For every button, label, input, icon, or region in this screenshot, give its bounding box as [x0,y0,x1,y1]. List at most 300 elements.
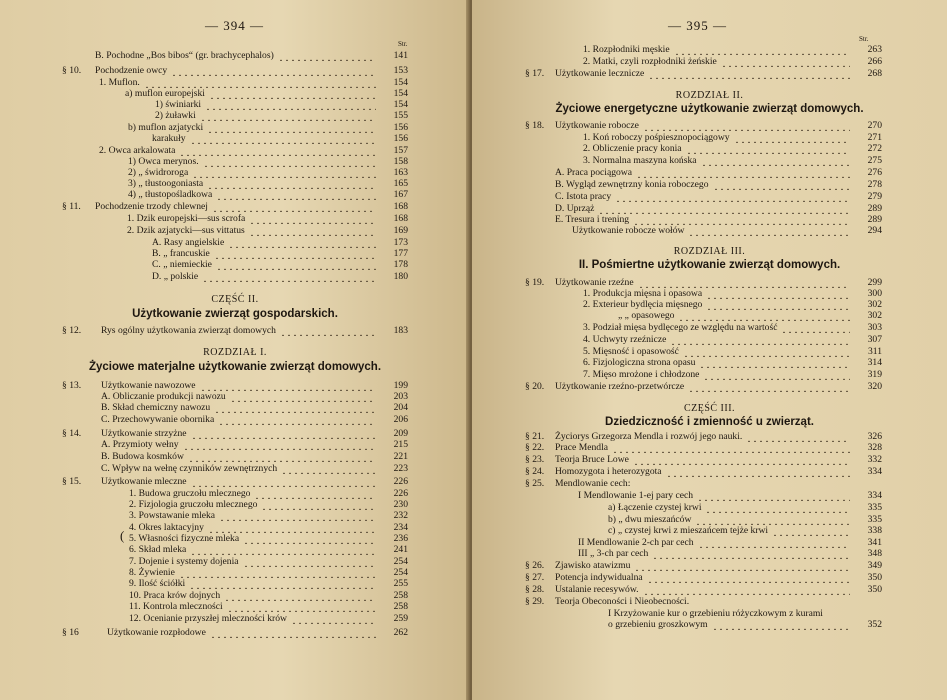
part-title: Użytkowanie zwierząt gospodarskich. [132,308,338,320]
toc-entry [0,613,470,624]
toc-page-number: 352 [867,619,882,630]
toc-entry [472,608,942,619]
toc-page-number: 335 [867,514,882,525]
toc-entry [472,179,942,190]
toc-page-number: 209 [393,428,408,439]
toc-dot-leader [190,544,376,555]
toc-entry-title: 2. Obliczenie pracy konia [583,143,682,154]
toc-section-number: § 21. [525,431,545,442]
toc-entry-title: 3. Podział mięsa bydlęcego ze względu na wartość [583,322,778,333]
toc-entry-title: Pochodzenie owcy [95,65,168,76]
toc-page-number: 338 [867,525,882,536]
toc-entry [0,414,470,425]
chapter-title: Życiowe materjalne użytkowanie zwierząt domowych. [88,361,382,373]
toc-page-number: 178 [393,259,408,270]
toc-entry-title: Użytkowanie rzeźno-przetwórcze [555,381,685,392]
toc-entry [472,478,942,489]
toc-entry-title: Homozygota i heterozygota [555,466,662,477]
toc-entry-title: 11. Kontrola mleczności [129,601,223,612]
toc-page-number: 300 [867,288,882,299]
toc-entry [472,560,942,571]
toc-dot-leader [249,213,376,224]
toc-dot-leader [281,463,376,474]
toc-section-number: § 17. [525,68,545,79]
toc-dot-leader [208,522,376,533]
toc-entry-title: C. Wpływ na wełnę czynników zewnętrznych [101,463,278,474]
toc-page-number: 153 [393,65,408,76]
toc-entry [472,431,942,442]
toc-page-number: 258 [393,590,408,601]
toc-section-number: § 23. [525,454,545,465]
toc-entry [0,99,470,110]
toc-page-number: 254 [393,556,408,567]
toc-entry [472,120,942,131]
toc-page-number: 230 [393,499,408,510]
toc-entry [0,189,470,200]
toc-entry-title: C. „ niemieckie [152,259,212,270]
toc-entry-title: 7. Dojenie i systemy dojenia [129,556,239,567]
toc-page-number: 270 [867,120,882,131]
toc-entry-title: Ustalanie recesywów. [555,584,639,595]
toc-page-number: 271 [867,132,882,143]
toc-page-number: 180 [393,271,408,282]
toc-page-number: 314 [867,357,882,368]
toc-entry [0,567,470,578]
toc-entry-title: Użytkowanie robocze [555,120,639,131]
toc-page-number: 156 [393,133,408,144]
toc-entry-title: Prace Mendla [555,442,609,453]
toc-page-number: 263 [867,44,882,55]
toc-entry [0,325,470,336]
chapter-label: ROZDZIAŁ II. [675,90,744,101]
toc-entry [472,357,942,368]
toc-page-number: 203 [393,391,408,402]
toc-entry-title: B. Wygląd zewnętrzny konia roboczego [555,179,709,190]
toc-entry-title: „ „ opasowego [618,310,675,321]
toc-entry [0,145,470,156]
toc-entry-title: 2. Owca arkalowata [99,145,176,156]
toc-dot-leader [705,502,850,513]
toc-page-number: 255 [393,578,408,589]
toc-entry [472,322,942,333]
toc-section-number: § 29. [525,596,545,607]
toc-dot-leader [706,288,850,299]
toc-entry-title: Teorja Obeconości i Nieobecności. [555,596,690,607]
toc-entry [0,510,470,521]
toc-dot-leader [191,428,376,439]
toc-section-number: § 11. [62,201,81,212]
toc-entry-title: C. Przechowywanie obornika [101,414,215,425]
toc-entry-title: II Mendlowanie 2-ch par cech [578,537,694,548]
toc-dot-leader [230,391,376,402]
toc-page-number: 254 [393,567,408,578]
toc-page-number: 266 [867,56,882,67]
toc-entry-title: 2. Fizjologia gruczołu mlecznego [129,499,258,510]
toc-entry-title: a) Łączenie czystej krwi [608,502,702,513]
toc-page-number: 154 [393,99,408,110]
toc-entry-title: 5. Własności fizyczne mleka [129,533,240,544]
toc-dot-leader [243,533,376,544]
toc-page-number: 241 [393,544,408,555]
toc-dot-leader [200,380,376,391]
toc-entry-title: 1. Budowa gruczołu mlecznego [129,488,251,499]
toc-entry [0,590,470,601]
toc-entry-title: 3) „ tłustoogoniasta [128,178,204,189]
toc-dot-leader [189,578,376,589]
toc-entry [0,271,470,282]
toc-page-number: 335 [867,502,882,513]
toc-page-number: 156 [393,122,408,133]
toc-entry-title: 5. Mięsność i opasowość [583,346,679,357]
toc-entry [472,466,942,477]
toc-dot-leader [701,155,850,166]
toc-dot-leader [216,259,376,270]
toc-page-number: 215 [393,439,408,450]
toc-page-number: 168 [393,213,408,224]
toc-page-number: 350 [867,584,882,595]
toc-entry-title: 3. Normalna maszyna końska [583,155,697,166]
toc-dot-leader [734,132,850,143]
toc-entry [472,155,942,166]
toc-entry [0,201,470,212]
toc-entry-title: 4. Uchwyty rzeźnicze [583,334,667,345]
toc-page-number: 262 [393,627,408,638]
toc-entry [0,601,470,612]
toc-entry [0,476,470,487]
toc-entry-title: 1. Rozpłodniki męskie [583,44,670,55]
toc-entry-title: Użytkowanie robocze wołów [572,225,685,236]
toc-dot-leader [224,590,376,601]
toc-entry [472,584,942,595]
toc-page-number: 226 [393,488,408,499]
toc-dot-leader [636,167,850,178]
toc-dot-leader [207,122,376,133]
toc-entry [472,288,942,299]
toc-entry-title: Potencja indywidualna [555,572,643,583]
toc-dot-leader [214,248,376,259]
toc-entry [0,133,470,144]
toc-section-number: § 18. [525,120,545,131]
toc-entry [0,50,470,61]
toc-entry [0,402,470,413]
toc-page-number: 294 [867,225,882,236]
toc-entry [472,143,942,154]
page-column-label: Str. [859,35,869,43]
toc-dot-leader [200,110,376,121]
toc-entry [472,68,942,79]
toc-entry-title: Mendlowanie cech: [555,478,631,489]
toc-entry [0,88,470,99]
toc-entry [472,548,942,559]
toc-page-number: 141 [393,50,408,61]
toc-entry-title: 1. Muflon. [99,77,140,88]
toc-dot-leader [643,120,850,131]
toc-page-number: 299 [867,277,882,288]
toc-entry [0,167,470,178]
toc-dot-leader [666,466,850,477]
toc-entry [472,514,942,525]
toc-entry-title: a) muflon europejski [125,88,205,99]
toc-page-number: 289 [867,214,882,225]
toc-entry [0,499,470,510]
toc-entry [0,213,470,224]
toc-entry [472,596,942,607]
toc-dot-leader [703,369,850,380]
toc-dot-leader [712,619,850,630]
toc-entry-title: Użytkowanie rzeźne [555,277,634,288]
toc-entry-title: 12. Ocenianie przyszłej mleczności krów [129,613,287,624]
toc-dot-leader [688,381,850,392]
page-column-label: Str. [398,40,408,48]
toc-entry [472,56,942,67]
toc-entry [0,65,470,76]
toc-dot-leader [254,488,376,499]
toc-page-number: 328 [867,442,882,453]
toc-entry-title: 10. Praca krów dojnych [129,590,221,601]
toc-dot-leader [634,560,850,571]
toc-section-number: § 16 [62,627,79,638]
toc-dot-leader [683,346,850,357]
toc-entry-title: A. Praca pociągowa [555,167,632,178]
toc-page-number: 157 [393,145,408,156]
toc-entry [472,132,942,143]
toc-entry-title: 6. Fizjologiczna strona opasu [583,357,696,368]
toc-entry [472,490,942,501]
toc-dot-leader [647,572,850,583]
toc-entry [0,237,470,248]
chapter-label: ROZDZIAŁ III. [673,246,746,257]
toc-page-number: 349 [867,560,882,571]
toc-dot-leader [188,451,376,462]
toc-entry-title: A. Przymioty wełny [101,439,179,450]
toc-dot-leader [615,191,850,202]
toc-entry-title: 2) żuławki [155,110,196,121]
toc-entry [472,619,942,630]
chapter-title: II. Pośmiertne użytkowanie zwierząt domowych. [578,259,841,271]
toc-page-number: 232 [393,510,408,521]
toc-dot-leader [633,454,850,465]
part-label: CZĘŚĆ III. [683,403,736,414]
toc-entry [472,44,942,55]
toc-page-number: 234 [393,522,408,533]
toc-dot-leader [713,179,850,190]
toc-entry-title: Zjawisko atawizmu [555,560,631,571]
toc-page-number: 154 [393,88,408,99]
toc-entry-title: D. „ polskie [152,271,199,282]
toc-entry-title: A. Rasy angielskie [152,237,225,248]
toc-page-number: 320 [867,381,882,392]
toc-dot-leader [218,414,376,425]
toc-dot-leader [171,65,376,76]
toc-entry [0,259,470,270]
toc-entry [0,380,470,391]
toc-page-number: 199 [393,380,408,391]
toc-page-number: 326 [867,431,882,442]
toc-page-number: 311 [867,346,882,357]
toc-dot-leader [633,214,850,225]
toc-entry-title: C. Istota pracy [555,191,612,202]
toc-dot-leader [209,88,376,99]
toc-entry-title: 1) Owca merynos. [128,156,199,167]
toc-entry [0,77,470,88]
toc-dot-leader [179,145,376,156]
toc-section-number: § 22. [525,442,545,453]
toc-entry [0,428,470,439]
toc-entry-title: 3. Powstawanie mleka [129,510,216,521]
toc-dot-leader [243,556,376,567]
toc-page-number: 206 [393,414,408,425]
toc-entry [0,627,470,638]
toc-page-number: 169 [393,225,408,236]
toc-dot-leader [191,476,376,487]
toc-entry-title: Rys ogólny użytkowania zwierząt domowych [101,325,276,336]
toc-page-number: 236 [393,533,408,544]
toc-page-number: 167 [393,189,408,200]
toc-entry-title: B. Budowa kosmków [101,451,184,462]
toc-dot-leader [144,77,376,88]
toc-dot-leader [291,613,376,624]
toc-page-number: 258 [393,601,408,612]
toc-page-number: 168 [393,201,408,212]
toc-dot-leader [721,56,850,67]
toc-entry [472,454,942,465]
toc-dot-leader [203,156,376,167]
toc-dot-leader [598,203,850,214]
toc-entry-title: Pochodzenie trzody chlewnej [95,201,208,212]
toc-entry [0,225,470,236]
toc-entry [0,522,470,533]
toc-entry-title: B. Skład chemiczny nawozu [101,402,211,413]
toc-dot-leader [261,499,376,510]
toc-page-number: 221 [393,451,408,462]
toc-entry [0,451,470,462]
toc-entry-title: Teorja Bruce Lowe [555,454,629,465]
toc-dot-leader [698,537,850,548]
toc-entry-title: Użytkowanie nawozowe [101,380,196,391]
toc-entry-title: I Mendlowanie 1-ej pary cech [578,490,694,501]
margin-bracket-mark: ( [120,528,125,543]
toc-entry [0,439,470,450]
toc-page-number: 307 [867,334,882,345]
toc-page-number: 289 [867,203,882,214]
toc-entry-title: III „ 3-ch par cech [578,548,649,559]
toc-entry [0,556,470,567]
toc-page-number: 334 [867,490,882,501]
toc-section-number: § 24. [525,466,545,477]
toc-page-number: 158 [393,156,408,167]
toc-page-number: 350 [867,572,882,583]
part-label: CZĘŚĆ II. [211,294,259,305]
part-title: Dziedziczność i zmienność u zwierząt. [605,416,814,428]
toc-entry [472,369,942,380]
toc-section-number: § 10. [62,65,82,76]
toc-entry-title: 2. Dzik azjatycki—sus vittatus [127,225,245,236]
toc-dot-leader [210,627,376,638]
toc-dot-leader [674,44,850,55]
toc-dot-leader [686,143,850,154]
toc-dot-leader [278,50,376,61]
toc-dot-leader [216,189,376,200]
toc-dot-leader [638,277,850,288]
toc-dot-leader [688,225,850,236]
toc-entry [472,214,942,225]
toc-entry-title: 4) „ tłustopośladkowa [128,189,213,200]
toc-entry-title: karakuły [152,133,186,144]
toc-page-number: 183 [393,325,408,336]
toc-dot-leader [202,271,376,282]
toc-entry-title: E. Tresura i trening [555,214,630,225]
toc-page-number: 272 [867,143,882,154]
toc-entry-title: 1. Produkcja mięsna i opasowa [583,288,703,299]
toc-page-number: 165 [393,178,408,189]
toc-entry [472,203,942,214]
toc-entry-title: 1) świniarki [155,99,202,110]
toc-dot-leader [280,325,376,336]
toc-page-number: 278 [867,179,882,190]
toc-page-number: 332 [867,454,882,465]
toc-page-number: 163 [393,167,408,178]
toc-entry-title: 1. Koń roboczy pośpiesznopociągowy [583,132,730,143]
toc-entry-title: 4. Okres laktacyjny [129,522,204,533]
toc-dot-leader [190,133,376,144]
toc-page-number: 204 [393,402,408,413]
toc-page-number: 155 [393,110,408,121]
toc-page-number: 341 [867,537,882,548]
toc-entry-title: Życiorys Grzegorza Mendla i rozwój jego nauki. [555,431,743,442]
toc-entry-title: o grzebieniu groszkowym [608,619,708,630]
toc-section-number: § 25. [525,478,545,489]
toc-entry-title: 1. Dzik europejski—sus scrofa [127,213,246,224]
toc-dot-leader [699,357,850,368]
toc-entry [472,310,942,321]
toc-entry [0,578,470,589]
toc-entry [0,248,470,259]
toc-dot-leader [179,567,376,578]
toc-entry [0,463,470,474]
toc-dot-leader [249,225,376,236]
toc-entry-title: D. Uprząż [555,203,595,214]
toc-page-number: 223 [393,463,408,474]
toc-page-number: 154 [393,77,408,88]
toc-page-number: 276 [867,167,882,178]
toc-entry [0,533,470,544]
toc-page-number: 302 [867,299,882,310]
toc-entry [0,156,470,167]
toc-entry [472,381,942,392]
toc-dot-leader [227,601,376,612]
toc-entry [472,167,942,178]
toc-dot-leader [648,68,850,79]
toc-entry-title: Użytkowanie lecznicze [555,68,645,79]
toc-entry [472,572,942,583]
toc-dot-leader [781,322,850,333]
toc-section-number: § 28. [525,584,545,595]
toc-section-number: § 26. [525,560,545,571]
toc-page-number: 259 [393,613,408,624]
toc-dot-leader [228,237,376,248]
toc-page-number: 334 [867,466,882,477]
toc-page-number: 226 [393,476,408,487]
toc-dot-leader [212,201,376,212]
toc-section-number: § 15. [62,476,82,487]
toc-entry [472,442,942,453]
toc-entry [472,346,942,357]
toc-entry [0,544,470,555]
toc-entry [472,334,942,345]
toc-page-number: 319 [867,369,882,380]
toc-entry-title: B. Pochodne „Bos bibos“ (gr. brachycephalos) [95,50,274,61]
toc-entry-title: 2. Exterieur bydlęcia mięsnego [583,299,703,310]
